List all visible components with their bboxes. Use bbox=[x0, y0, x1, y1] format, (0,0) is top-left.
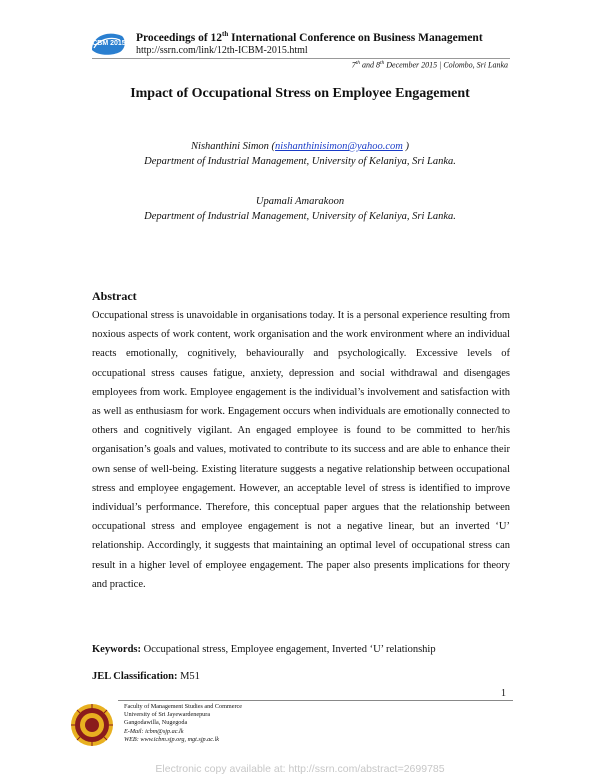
footer-web: WEB: www.icbm.sjp.org, mgt.sjp.ac.lk bbox=[124, 735, 220, 743]
university-seal-icon bbox=[70, 703, 114, 747]
author-1: Nishanthini Simon (nishanthinisimon@yahoo.com ) bbox=[191, 141, 409, 152]
abstract-body: Occupational stress is unavoidable in organisations today. It is a personal experience resulting from noxious aspects of work content, work organisation and the work environment where an individual reacts emotionally, cognitively, behaviourally and psychologically. Excessive levels of occupational stress causes fatigue, anxiety, depression and social withdrawal and disengages employees from work. Employee engagement is the individual’s involvement and satisfaction with as well as enthusiasm for work. Engagement occurs when individuals are emotionally connected to others and cognitively vigilant. An engaged employee is found to be committed to her/his organisation’s goals and values, motivated to contribute to its success and are able to enhance their own sense of well-being. Existing literature suggests a negative relationship between occupational stress and employee engagement. However, an acceptable level of stress is identified to improve individual’s performance. Therefore, this conceptual paper argues that the relationship between occupational stress and employee engagement is not a negative linear, but an inverted ‘U’ relationship. Accordingly, it suggests that maintaining an optimal level of occupational stress can result in a higher level of employee engagement. The paper also presents implications for theory and practice. bbox=[92, 310, 510, 590]
author-2-affiliation: Department of Industrial Management, University of Kelaniya, Sri Lanka. bbox=[144, 211, 456, 222]
footer-faculty: Faculty of Management Studies and Commerce bbox=[124, 703, 243, 710]
author-1-affiliation: Department of Industrial Management, University of Kelaniya, Sri Lanka. bbox=[144, 156, 456, 167]
abstract-heading: Abstract bbox=[92, 289, 137, 303]
jel-classification: JEL Classification: M51 bbox=[92, 671, 200, 682]
paper-title: Impact of Occupational Stress on Employee Engagement bbox=[130, 86, 470, 101]
page-number: 1 bbox=[501, 688, 506, 699]
author-1-email-link[interactable]: nishanthinisimon@yahoo.com bbox=[275, 141, 403, 152]
footer-university: University of Sri Jayewardenepura bbox=[124, 711, 211, 719]
conference-logo bbox=[88, 28, 128, 58]
footer-email: E-Mail: icbm@sjp.ac.lk bbox=[124, 727, 184, 735]
footer-location: Gangodawilla, Nugegoda bbox=[124, 719, 188, 727]
conference-date: 7th and 8th December 2015 | Colombo, Sri Lanka bbox=[351, 60, 508, 70]
keywords: Keywords: Occupational stress, Employee engagement, Inverted ‘U’ relationship bbox=[92, 644, 436, 655]
conference-url[interactable]: http://ssrn.com/link/12th-ICBM-2015.html bbox=[136, 45, 308, 56]
ssrn-notice: Electronic copy available at: http://ssrn.com/abstract=2699785 bbox=[155, 763, 445, 775]
author-2: Upamali Amarakoon bbox=[255, 196, 345, 207]
conference-title: Proceedings of 12th International Conference on Business Management bbox=[136, 30, 483, 44]
logo-text: ICBM 2015 bbox=[90, 40, 126, 47]
footer-address bbox=[124, 703, 242, 744]
header-divider bbox=[92, 58, 510, 59]
footer-divider bbox=[118, 700, 513, 701]
